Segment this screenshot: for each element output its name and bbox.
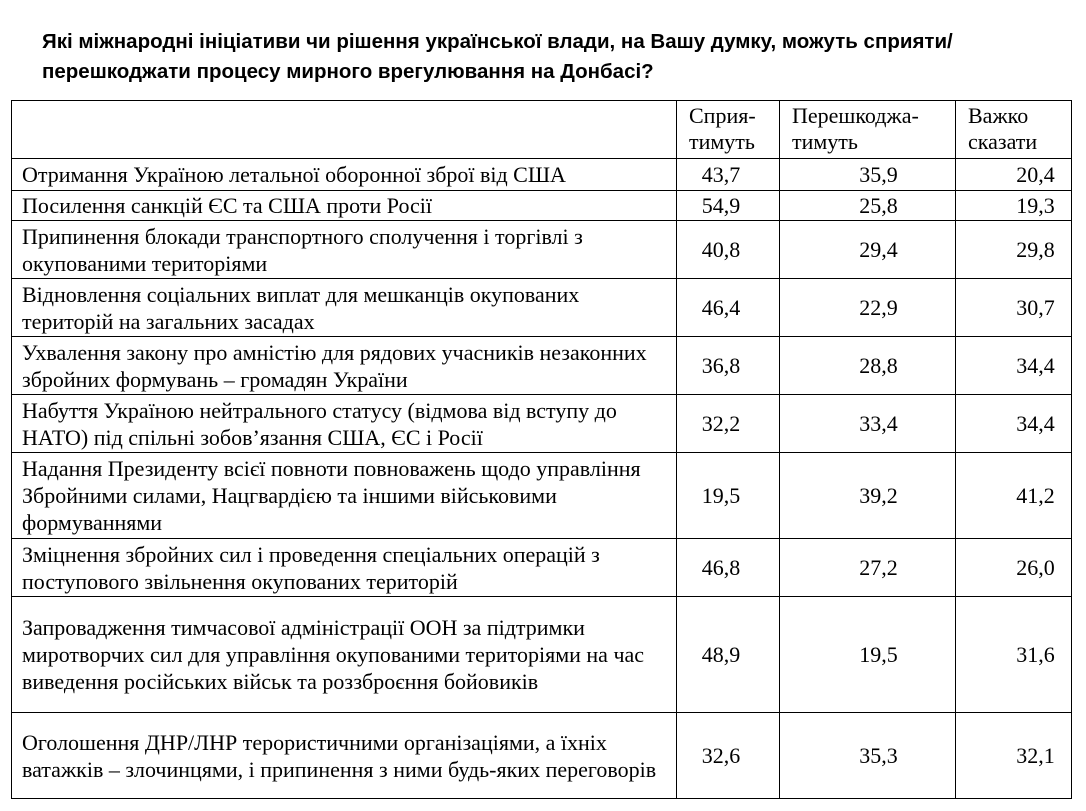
value-hinder: 19,5 xyxy=(780,597,956,713)
value-hard-to-say: 19,3 xyxy=(956,191,1072,221)
value-hinder: 33,4 xyxy=(780,395,956,453)
header-hard-to-say: Важко сказати xyxy=(956,101,1072,159)
value-support: 46,4 xyxy=(677,279,780,337)
table-row xyxy=(12,453,1072,539)
value-hard-to-say: 26,0 xyxy=(956,539,1072,597)
value-support: 40,8 xyxy=(677,221,780,279)
value-support: 36,8 xyxy=(677,337,780,395)
value-support: 32,2 xyxy=(677,395,780,453)
value-hinder: 29,4 xyxy=(780,221,956,279)
table-row xyxy=(12,191,1072,221)
survey-question-title: Які міжнародні ініціативи чи рішення української влади, на Вашу думку, можуть сприяти/перешкоджати процесу мирного врегулювання на Донбасі? xyxy=(42,30,953,83)
value-support: 46,8 xyxy=(677,539,780,597)
value-hard-to-say: 34,4 xyxy=(956,337,1072,395)
row-question: Відновлення соціальних виплат для мешканців окупованих територій на загальних засадах xyxy=(12,279,677,337)
row-question: Припинення блокади транспортного сполучення і торгівлі з окупованими територіями xyxy=(12,221,677,279)
row-question: Зміцнення збройних сил і проведення спеціальних операцій з поступового звільнення окупованих територій xyxy=(12,539,677,597)
survey-results-table xyxy=(11,100,1072,799)
value-support: 54,9 xyxy=(677,191,780,221)
value-hinder: 25,8 xyxy=(780,191,956,221)
value-hinder: 28,8 xyxy=(780,337,956,395)
value-hard-to-say: 29,8 xyxy=(956,221,1072,279)
header-support: Сприя-тимуть xyxy=(677,101,780,159)
value-hard-to-say: 34,4 xyxy=(956,395,1072,453)
value-hard-to-say: 30,7 xyxy=(956,279,1072,337)
value-hinder: 39,2 xyxy=(780,453,956,539)
value-hinder: 22,9 xyxy=(780,279,956,337)
header-empty-cell xyxy=(12,101,677,159)
table-row xyxy=(12,395,1072,453)
value-hard-to-say: 31,6 xyxy=(956,597,1072,713)
row-question: Надання Президенту всієї повноти повноважень щодо управління Збройними силами, Нацгвардією та іншими військовими формуваннями xyxy=(12,453,677,539)
value-support: 32,6 xyxy=(677,713,780,799)
table-row xyxy=(12,159,1072,191)
value-support: 48,9 xyxy=(677,597,780,713)
value-hard-to-say: 41,2 xyxy=(956,453,1072,539)
header-hinder: Перешкоджа-тимуть xyxy=(780,101,956,159)
table-header-row xyxy=(12,101,1072,159)
table-row xyxy=(12,279,1072,337)
table-row xyxy=(12,539,1072,597)
value-support: 43,7 xyxy=(677,159,780,191)
table-row xyxy=(12,713,1072,799)
value-hard-to-say: 32,1 xyxy=(956,713,1072,799)
value-hinder: 27,2 xyxy=(780,539,956,597)
value-hard-to-say: 20,4 xyxy=(956,159,1072,191)
value-hinder: 35,3 xyxy=(780,713,956,799)
value-support: 19,5 xyxy=(677,453,780,539)
table-row xyxy=(12,221,1072,279)
row-question: Отримання Україною летальної оборонної зброї від США xyxy=(12,159,677,191)
row-question: Ухвалення закону про амністію для рядових учасників незаконних збройних формувань – громадян України xyxy=(12,337,677,395)
table-row xyxy=(12,597,1072,713)
row-question: Запровадження тимчасової адміністрації ООН за підтримки миротворчих сил для управління окупованими територіями на час виведення російських військ та роззброєння бойовиків xyxy=(12,597,677,713)
row-question: Посилення санкцій ЄС та США проти Росії xyxy=(12,191,677,221)
value-hinder: 35,9 xyxy=(780,159,956,191)
table-row xyxy=(12,337,1072,395)
row-question: Оголошення ДНР/ЛНР терористичними організаціями, а їхніх ватажків – злочинцями, і припинення з ними будь-яких переговорів xyxy=(12,713,677,799)
row-question: Набуття Україною нейтрального статусу (відмова від вступу до НАТО) під спільні зобов’язання США, ЄС і Росії xyxy=(12,395,677,453)
